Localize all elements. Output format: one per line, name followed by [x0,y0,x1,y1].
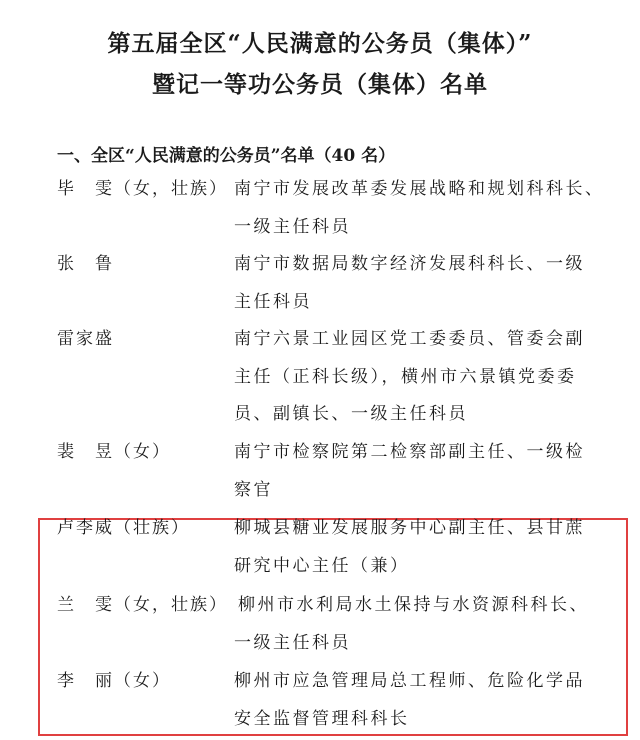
description-line: 南宁市发展改革委发展战略和规划科科长、 [234,179,605,199]
description-line: 一级主任科员 [234,632,351,653]
entry-description [234,321,594,434]
description-line: 南宁市数据局数字经济发展科科长、一级 [234,254,585,274]
description-line: 一级主任科员 [234,216,351,237]
entry-description [234,510,594,585]
description-line: 主任科员 [234,291,312,312]
entry-description [234,171,605,246]
entry-description [234,246,594,321]
entry-name: 裴 昱（女） [57,442,171,462]
description-line: 南宁六景工业园区党工委委员、管委会副 [234,329,585,349]
description-line: 察官 [234,479,273,500]
entry-name: 李 丽（女） [57,671,171,691]
entry-description [234,663,594,738]
description-line: 柳州市应急管理局总工程师、危险化学品 [234,671,585,691]
description-line: 员、副镇长、一级主任科员 [234,404,468,424]
entry-name: 雷家盛 [57,329,114,349]
description-line: 柳州市水利局水土保持与水资源科科长、 [238,595,589,615]
page-title-line-2: 暨记一等功公务员（集体）名单 [152,71,488,98]
entry-name: 卢李威（壮族） [57,518,190,538]
entry-name: 毕 雯（女，壮族） [57,179,228,199]
description-line: 主任（正科长级），横州市六景镇党委委 [234,366,577,387]
page-title-line-1: 第五届全区“人民满意的公务员（集体）” [107,30,533,57]
description-line: 南宁市检察院第二检察部副主任、一级检 [234,442,585,462]
entry-description [234,434,594,509]
entry-name: 兰 雯（女，壮族） [57,595,228,615]
entry-name: 张 鲁 [57,254,114,274]
description-line: 安全监督管理科科长 [234,708,410,729]
description-line: 柳城县糖业发展服务中心副主任、县甘蔗 [234,518,585,538]
description-line: 研究中心主任（兼） [234,555,410,576]
entry-description [234,587,598,662]
section-heading: 一、全区“人民满意的公务员”名单（40 名） [57,146,396,166]
